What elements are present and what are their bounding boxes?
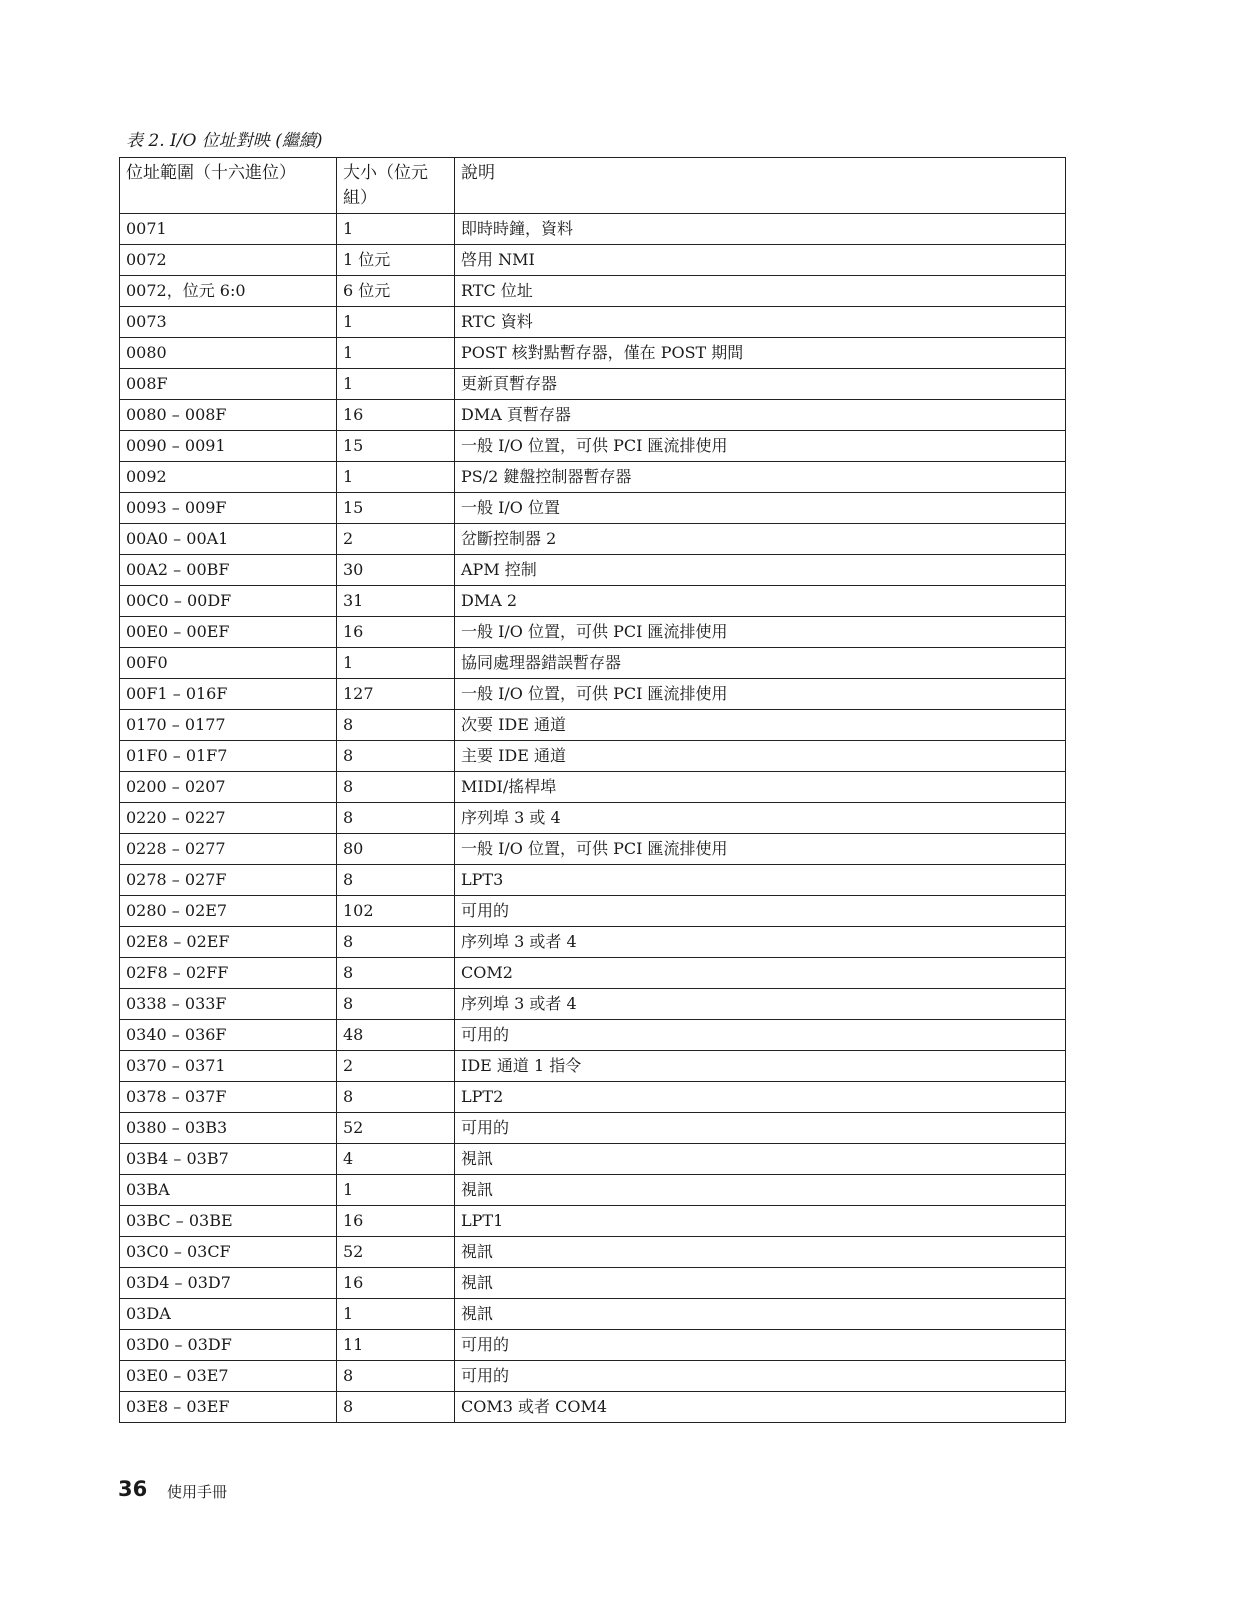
table-row [120, 493, 1066, 524]
cell-description: 一般 I/O 位置，可供 PCI 匯流排使用 [455, 679, 1066, 710]
cell-size: 80 [337, 834, 455, 865]
cell-address-range: 00F1 – 016F [120, 679, 337, 710]
cell-address-range: 0170 – 0177 [120, 710, 337, 741]
cell-address-range: 01F0 – 01F7 [120, 741, 337, 772]
table-row [120, 927, 1066, 958]
cell-size: 11 [337, 1330, 455, 1361]
cell-description: POST 核對點暫存器，僅在 POST 期間 [455, 338, 1066, 369]
cell-size: 16 [337, 617, 455, 648]
cell-size: 16 [337, 1206, 455, 1237]
cell-size: 8 [337, 1392, 455, 1423]
cell-description: 序列埠 3 或者 4 [455, 927, 1066, 958]
table-row [120, 1268, 1066, 1299]
table-row [120, 1144, 1066, 1175]
cell-size: 8 [337, 772, 455, 803]
table-row [120, 896, 1066, 927]
cell-address-range: 0228 – 0277 [120, 834, 337, 865]
header-address-range: 位址範圍（十六進位） [120, 158, 337, 214]
cell-description: 可用的 [455, 1113, 1066, 1144]
cell-address-range: 03D4 – 03D7 [120, 1268, 337, 1299]
cell-size: 15 [337, 493, 455, 524]
cell-size: 102 [337, 896, 455, 927]
cell-description: 視訊 [455, 1268, 1066, 1299]
cell-description: IDE 通道 1 指令 [455, 1051, 1066, 1082]
cell-address-range: 0071 [120, 214, 337, 245]
cell-size: 2 [337, 524, 455, 555]
cell-address-range: 0200 – 0207 [120, 772, 337, 803]
cell-address-range: 0380 – 03B3 [120, 1113, 337, 1144]
table-row [120, 307, 1066, 338]
cell-size: 30 [337, 555, 455, 586]
cell-address-range: 0340 – 036F [120, 1020, 337, 1051]
cell-size: 1 [337, 1175, 455, 1206]
table-row [120, 1206, 1066, 1237]
table-header-row [120, 158, 1066, 214]
cell-address-range: 03C0 – 03CF [120, 1237, 337, 1268]
cell-size: 16 [337, 400, 455, 431]
cell-description: 視訊 [455, 1299, 1066, 1330]
table-row [120, 989, 1066, 1020]
cell-address-range: 00F0 [120, 648, 337, 679]
table-row [120, 679, 1066, 710]
table-row [120, 1361, 1066, 1392]
table-row [120, 834, 1066, 865]
cell-size: 8 [337, 958, 455, 989]
cell-description: DMA 2 [455, 586, 1066, 617]
table-row [120, 1392, 1066, 1423]
table-caption: 表 2. I/O 位址對映 (繼續) [126, 131, 323, 151]
header-description: 說明 [455, 158, 1066, 214]
table-row [120, 710, 1066, 741]
cell-address-range: 0072，位元 6:0 [120, 276, 337, 307]
cell-description: 可用的 [455, 1330, 1066, 1361]
cell-description: RTC 位址 [455, 276, 1066, 307]
cell-description: PS/2 鍵盤控制器暫存器 [455, 462, 1066, 493]
table-row [120, 1175, 1066, 1206]
table-row [120, 741, 1066, 772]
table-row [120, 462, 1066, 493]
cell-address-range: 0072 [120, 245, 337, 276]
cell-size: 15 [337, 431, 455, 462]
cell-description: LPT2 [455, 1082, 1066, 1113]
cell-address-range: 03E8 – 03EF [120, 1392, 337, 1423]
table-row [120, 431, 1066, 462]
cell-description: 一般 I/O 位置，可供 PCI 匯流排使用 [455, 834, 1066, 865]
cell-description: 啓用 NMI [455, 245, 1066, 276]
cell-description: 可用的 [455, 1361, 1066, 1392]
table-row [120, 1020, 1066, 1051]
cell-address-range: 0370 – 0371 [120, 1051, 337, 1082]
cell-address-range: 03E0 – 03E7 [120, 1361, 337, 1392]
cell-address-range: 03BA [120, 1175, 337, 1206]
cell-size: 1 [337, 338, 455, 369]
cell-description: 視訊 [455, 1237, 1066, 1268]
cell-description: 可用的 [455, 1020, 1066, 1051]
cell-description: 可用的 [455, 896, 1066, 927]
cell-description: 一般 I/O 位置 [455, 493, 1066, 524]
cell-size: 2 [337, 1051, 455, 1082]
cell-size: 31 [337, 586, 455, 617]
cell-size: 1 [337, 214, 455, 245]
cell-size: 1 [337, 1299, 455, 1330]
cell-address-range: 0220 – 0227 [120, 803, 337, 834]
cell-description: 協同處理器錯誤暫存器 [455, 648, 1066, 679]
cell-description: 更新頁暫存器 [455, 369, 1066, 400]
cell-address-range: 0073 [120, 307, 337, 338]
cell-description: COM2 [455, 958, 1066, 989]
cell-address-range: 0093 – 009F [120, 493, 337, 524]
table-row [120, 555, 1066, 586]
cell-address-range: 0378 – 037F [120, 1082, 337, 1113]
table-row [120, 276, 1066, 307]
table-row [120, 617, 1066, 648]
table-row [120, 586, 1066, 617]
table-row [120, 214, 1066, 245]
table-row [120, 1237, 1066, 1268]
cell-address-range: 0092 [120, 462, 337, 493]
cell-description: 次要 IDE 通道 [455, 710, 1066, 741]
cell-address-range: 0280 – 02E7 [120, 896, 337, 927]
cell-description: RTC 資料 [455, 307, 1066, 338]
cell-address-range: 0338 – 033F [120, 989, 337, 1020]
table-row [120, 958, 1066, 989]
cell-description: 視訊 [455, 1144, 1066, 1175]
table-row [120, 245, 1066, 276]
cell-address-range: 0090 – 0091 [120, 431, 337, 462]
cell-size: 6 位元 [337, 276, 455, 307]
cell-size: 8 [337, 865, 455, 896]
cell-description: 岔斷控制器 2 [455, 524, 1066, 555]
table-row [120, 865, 1066, 896]
cell-address-range: 02E8 – 02EF [120, 927, 337, 958]
table-row [120, 369, 1066, 400]
cell-size: 127 [337, 679, 455, 710]
table-row [120, 648, 1066, 679]
cell-size: 1 [337, 369, 455, 400]
cell-address-range: 00A2 – 00BF [120, 555, 337, 586]
table-row [120, 1113, 1066, 1144]
cell-size: 8 [337, 1361, 455, 1392]
table-row [120, 338, 1066, 369]
page-number: 36 [118, 1477, 148, 1501]
cell-address-range: 03BC – 03BE [120, 1206, 337, 1237]
cell-description: 一般 I/O 位置，可供 PCI 匯流排使用 [455, 431, 1066, 462]
cell-address-range: 00C0 – 00DF [120, 586, 337, 617]
cell-address-range: 03B4 – 03B7 [120, 1144, 337, 1175]
cell-description: COM3 或者 COM4 [455, 1392, 1066, 1423]
cell-address-range: 03D0 – 03DF [120, 1330, 337, 1361]
cell-description: 序列埠 3 或者 4 [455, 989, 1066, 1020]
table-row [120, 400, 1066, 431]
cell-description: LPT3 [455, 865, 1066, 896]
cell-size: 52 [337, 1237, 455, 1268]
table-row [120, 524, 1066, 555]
table-body [120, 214, 1066, 1423]
cell-address-range: 00E0 – 00EF [120, 617, 337, 648]
table-row [120, 772, 1066, 803]
cell-size: 1 [337, 648, 455, 679]
cell-address-range: 0278 – 027F [120, 865, 337, 896]
cell-description: MIDI/搖桿埠 [455, 772, 1066, 803]
cell-address-range: 03DA [120, 1299, 337, 1330]
cell-size: 16 [337, 1268, 455, 1299]
cell-description: APM 控制 [455, 555, 1066, 586]
cell-size: 1 [337, 307, 455, 338]
cell-size: 8 [337, 1082, 455, 1113]
table-row [120, 1082, 1066, 1113]
table-row [120, 1330, 1066, 1361]
cell-description: LPT1 [455, 1206, 1066, 1237]
cell-size: 8 [337, 989, 455, 1020]
footer-title: 使用手冊 [167, 1483, 228, 1501]
cell-size: 8 [337, 710, 455, 741]
cell-address-range: 0080 – 008F [120, 400, 337, 431]
cell-address-range: 02F8 – 02FF [120, 958, 337, 989]
cell-description: DMA 頁暫存器 [455, 400, 1066, 431]
cell-description: 一般 I/O 位置，可供 PCI 匯流排使用 [455, 617, 1066, 648]
io-address-table [119, 157, 1066, 1423]
cell-description: 視訊 [455, 1175, 1066, 1206]
cell-address-range: 0080 [120, 338, 337, 369]
cell-size: 48 [337, 1020, 455, 1051]
cell-description: 序列埠 3 或 4 [455, 803, 1066, 834]
cell-size: 8 [337, 803, 455, 834]
cell-address-range: 00A0 – 00A1 [120, 524, 337, 555]
table-row [120, 1051, 1066, 1082]
table-row [120, 803, 1066, 834]
cell-size: 4 [337, 1144, 455, 1175]
cell-description: 即時時鐘，資料 [455, 214, 1066, 245]
cell-size: 8 [337, 741, 455, 772]
header-size: 大小（位元組） [337, 158, 455, 214]
cell-size: 8 [337, 927, 455, 958]
cell-size: 1 位元 [337, 245, 455, 276]
cell-description: 主要 IDE 通道 [455, 741, 1066, 772]
table-row [120, 1299, 1066, 1330]
cell-size: 1 [337, 462, 455, 493]
cell-address-range: 008F [120, 369, 337, 400]
cell-size: 52 [337, 1113, 455, 1144]
